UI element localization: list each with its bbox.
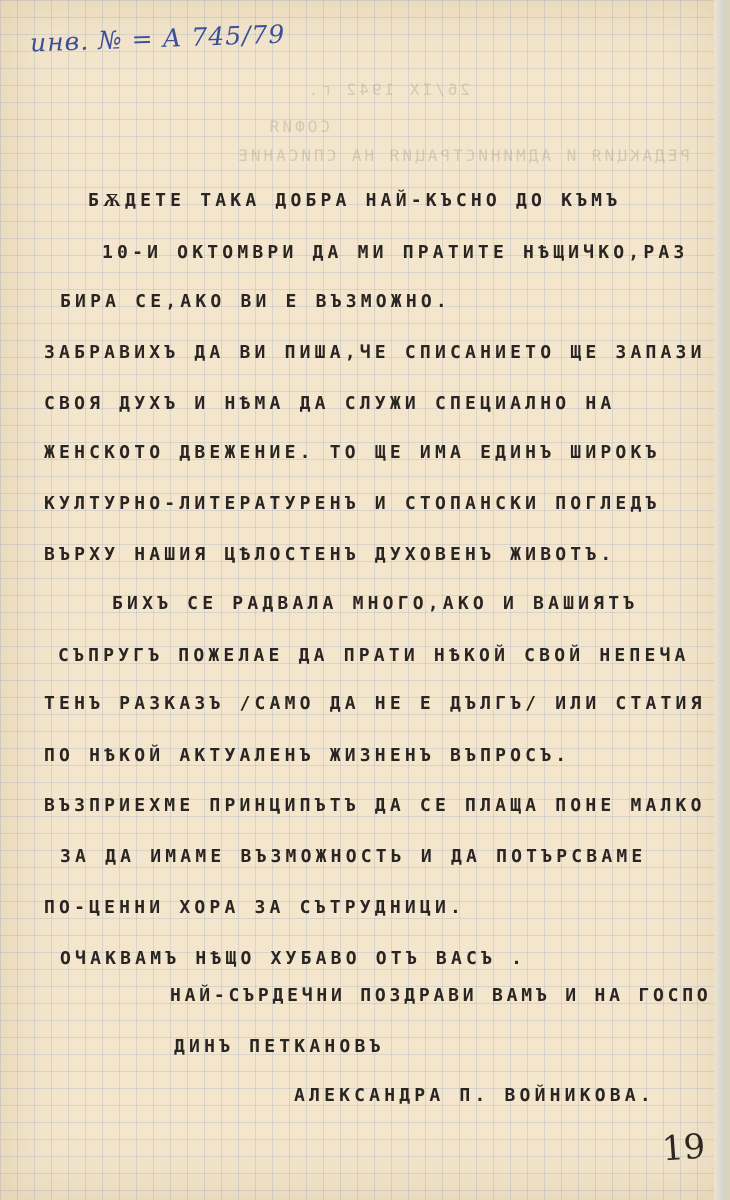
letter-line-14: ЗА ДА ИМАМЕ ВЪЗМОЖНОСТЬ И ДА ПОТЪРСВАМЕ xyxy=(60,846,647,867)
letter-line-6: ЖЕНСКОТО ДВЕЖЕНИЕ. ТО ЩЕ ИМА ЕДИНЪ ШИРОКЪ xyxy=(44,442,661,463)
letter-line-15: ПО-ЦЕННИ ХОРА ЗА СЪТРУДНИЦИ. xyxy=(44,897,466,918)
letter-line-17: НАЙ-СЪРДЕЧНИ ПОЗДРАВИ ВАМЪ И НА ГОСПО xyxy=(170,985,712,1006)
letter-line-16: ОЧАКВАМЪ НѢЩО ХУБАВО ОТЪ ВАСЪ . xyxy=(60,948,527,969)
letter-line-8: ВЪРХУ НАШИЯ ЦѢЛОСТЕНЪ ДУХОВЕНЪ ЖИВОТЪ. xyxy=(44,544,616,565)
folio-number: 19 xyxy=(660,1126,707,1170)
letter-line-2: 10-И ОКТОМВРИ ДА МИ ПРАТИТЕ НѢЩИЧКО,РАЗ xyxy=(102,242,689,263)
bleed-through-line-3: РЕДАКЦИЯ И АДМИНИСТРАЦИЯ НА СПИСАНИЕ xyxy=(235,146,690,165)
letter-line-10: СЪПРУГЪ ПОЖЕЛАЕ ДА ПРАТИ НѢКОЙ СВОЙ НЕПЕЧА xyxy=(58,645,690,666)
paper-edge xyxy=(714,0,724,1200)
letter-line-7: КУЛТУРНО-ЛИТЕРАТУРЕНЪ И СТОПАНСКИ ПОГЛЕДЪ xyxy=(44,493,661,514)
letter-line-11: ТЕНЪ РАЗКАЗЪ /САМО ДА НЕ Е ДЪЛГЪ/ ИЛИ СТАТИЯ xyxy=(44,693,706,714)
letter-line-19: АЛЕКСАНДРА П. ВОЙНИКОВА. xyxy=(294,1085,655,1106)
letter-line-5: СВОЯ ДУХЪ И НѢМА ДА СЛУЖИ СПЕЦИАЛНО НА xyxy=(44,393,616,414)
bleed-through-line-2: СОФИЯ xyxy=(266,117,330,136)
letter-line-9: БИХЪ СЕ РАДВАЛА МНОГО,АКО И ВАШИЯТЪ xyxy=(112,593,639,614)
letter-line-12: ПО НѢКОЙ АКТУАЛЕНЪ ЖИЗНЕНЪ ВЪПРОСЪ. xyxy=(44,745,571,766)
letter-line-18: ДИНЪ ПЕТКАНОВЪ xyxy=(174,1036,385,1057)
bleed-through-line-1: 26/IX 1942 г. xyxy=(305,80,470,99)
letter-line-13: ВЪЗПРИЕХМЕ ПРИНЦИПЪТЪ ДА СЕ ПЛАЩА ПОНЕ МАЛКО xyxy=(44,795,706,816)
archive-number: инв. № = А 745/79 xyxy=(29,19,286,58)
letter-line-1: БѪДЕТЕ ТАКА ДОБРА НАЙ-КЪСНО ДО КЪМЪ xyxy=(88,190,622,211)
letter-line-3: БИРА СЕ,АКО ВИ Е ВЪЗМОЖНО. xyxy=(60,291,451,312)
letter-line-4: ЗАБРАВИХЪ ДА ВИ ПИША,ЧЕ СПИСАНИЕТО ЩЕ ЗАПАЗИ xyxy=(44,342,706,363)
